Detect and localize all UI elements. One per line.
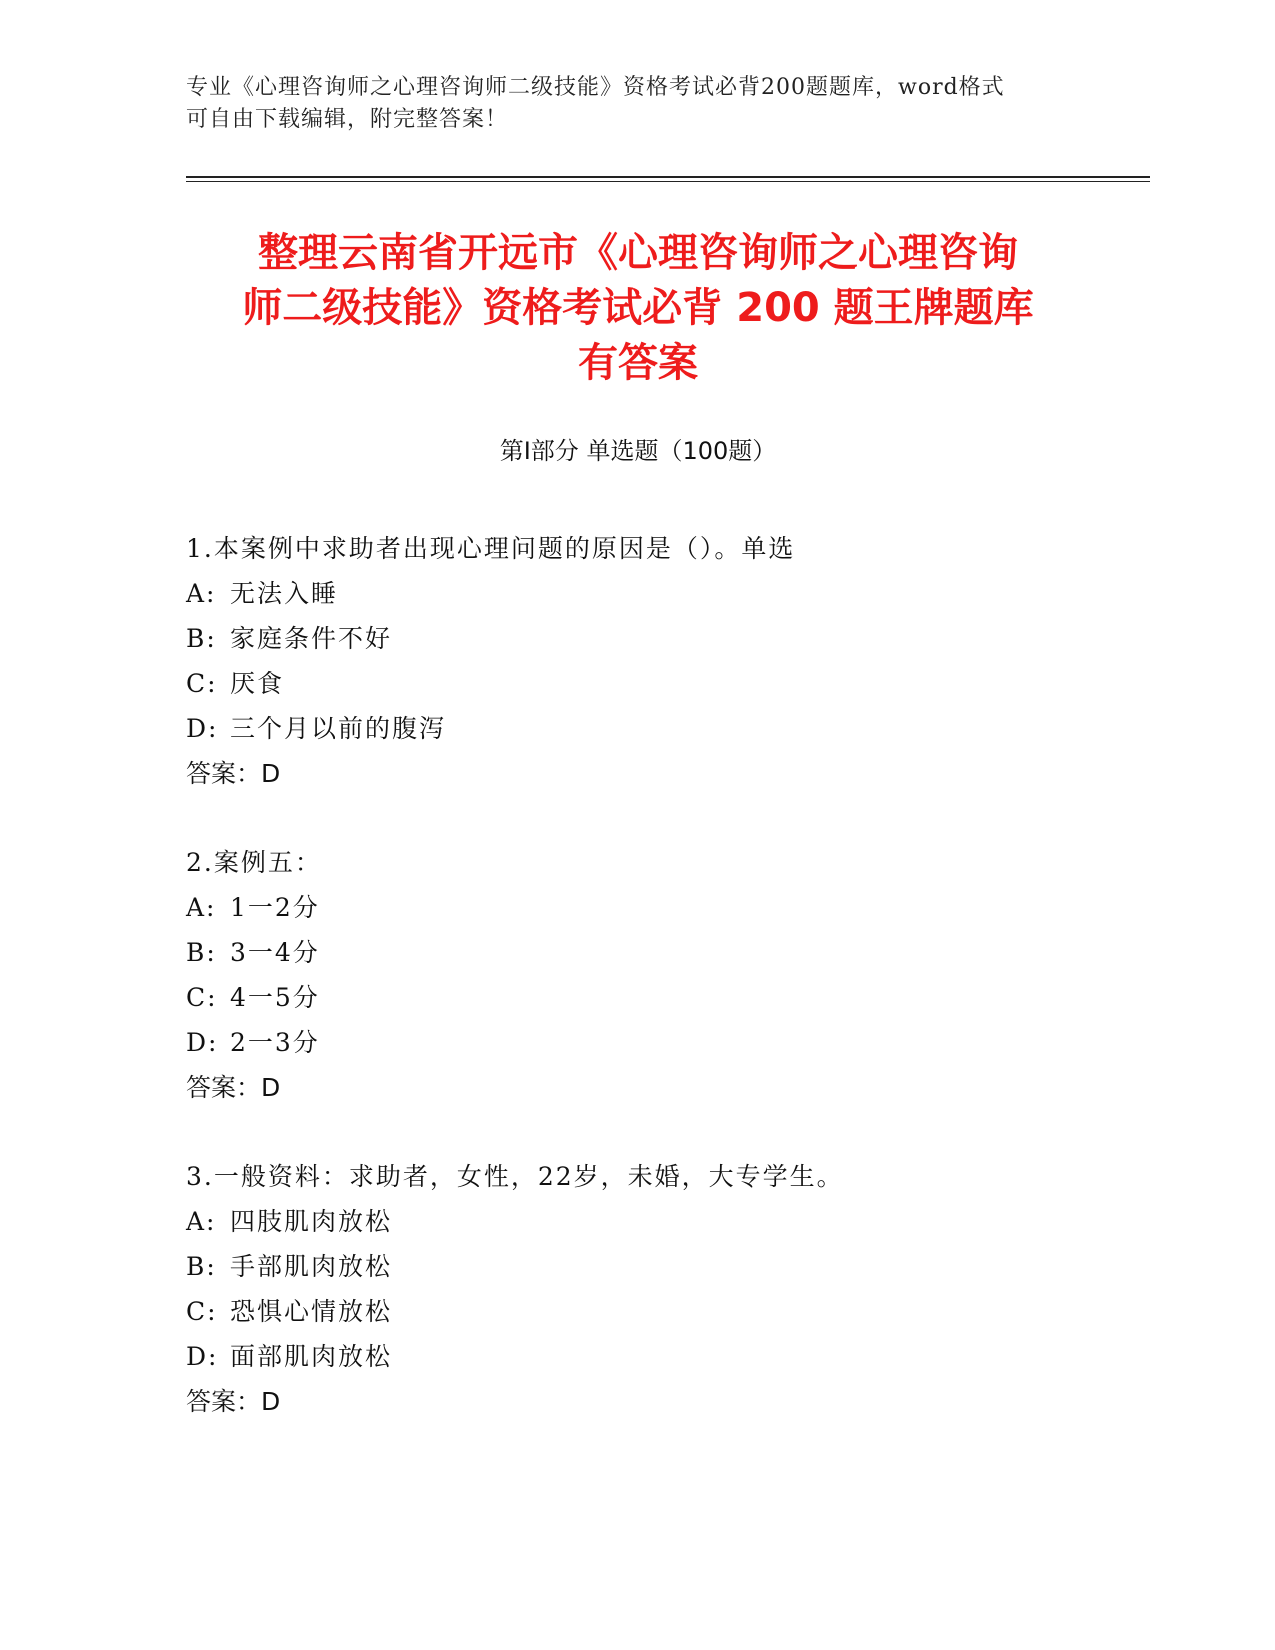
header-note [186,72,1066,136]
option-c [186,1289,1126,1334]
option-d [186,706,1126,751]
option-text: 厌食 [230,669,285,698]
option-key: D: [186,1342,219,1371]
option-text: 3一4分 [230,938,320,967]
option-key: B: [186,938,217,967]
option-text: 三个月以前的腹泻 [230,714,447,743]
option-text: 2一3分 [230,1028,320,1057]
question-stem: 3.一般资料：求助者，女性，22岁，未婚，大专学生。 [186,1162,844,1191]
question-list [186,526,1126,1468]
section-title: 第Ⅰ部分 单选题（100题） [499,437,777,465]
document-title-line-3: 有答案 [578,340,698,386]
option-text: 面部肌肉放松 [230,1342,393,1371]
option-key: C: [186,983,218,1012]
answer-line: 答案：D [186,1073,281,1102]
option-key: A: [186,1207,217,1236]
option-text: 恐惧心情放松 [230,1297,393,1326]
document-title-line-1: 整理云南省开远市《心理咨询师之心理咨询 [258,230,1018,276]
document-title [186,226,1090,391]
option-text: 手部肌肉放松 [230,1252,393,1281]
option-key: A: [186,893,217,922]
option-key: D: [186,1028,219,1057]
document-title-line-2: 师二级技能》资格考试必背 200 题王牌题库 [242,285,1034,331]
option-a [186,1199,1126,1244]
option-text: 家庭条件不好 [230,624,393,653]
answer-line: 答案：D [186,1387,281,1416]
option-key: B: [186,1252,217,1281]
option-d [186,1334,1126,1379]
option-text: 1一2分 [230,893,320,922]
question-2 [186,840,1126,1110]
option-b [186,930,1126,975]
question-1 [186,526,1126,796]
option-key: C: [186,669,218,698]
header-note-line-2: 可自由下载编辑，附完整答案！ [186,107,509,132]
option-a [186,885,1126,930]
option-b [186,1244,1126,1289]
answer-line: 答案：D [186,759,281,788]
option-c [186,661,1126,706]
header-divider [186,176,1150,182]
option-text: 4一5分 [230,983,320,1012]
header-note-line-1: 专业《心理咨询师之心理咨询师二级技能》资格考试必背200题题库，word格式 [186,75,1005,100]
option-key: B: [186,624,217,653]
option-a [186,571,1126,616]
question-stem: 1.本案例中求助者出现心理问题的原因是（）。单选 [186,534,796,563]
question-3 [186,1154,1126,1424]
option-key: D: [186,714,219,743]
option-b [186,616,1126,661]
option-key: A: [186,579,217,608]
option-text: 无法入睡 [230,579,339,608]
question-stem: 2.案例五： [186,848,322,877]
option-text: 四肢肌肉放松 [230,1207,393,1236]
option-c [186,975,1126,1020]
option-key: C: [186,1297,218,1326]
option-d [186,1020,1126,1065]
